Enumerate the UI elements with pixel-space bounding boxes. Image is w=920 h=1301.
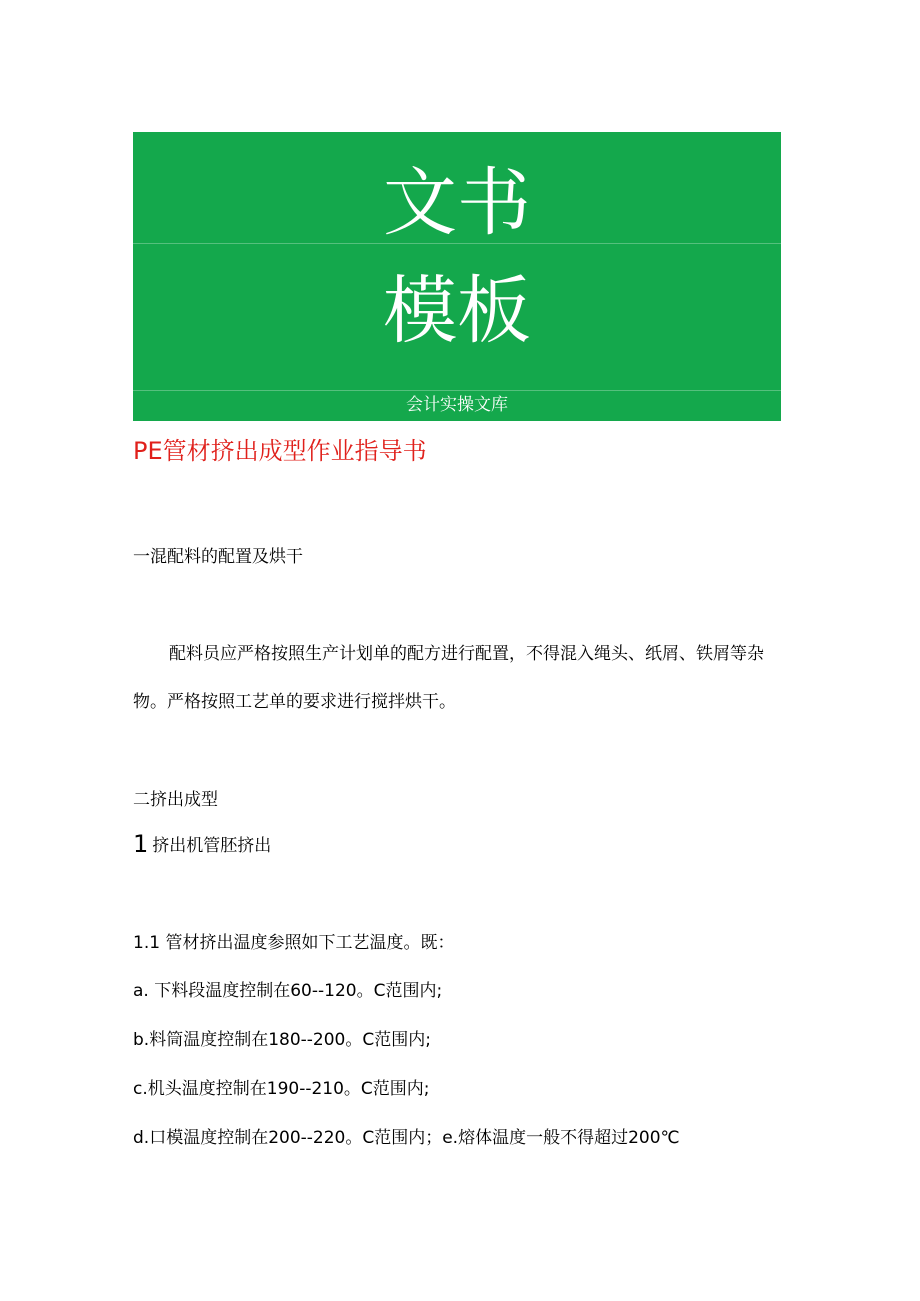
section-heading-1: 一混配料的配置及烘干 (133, 547, 303, 567)
list-item-a: a. 下料段温度控制在60--120。C范围内; (133, 981, 443, 1001)
banner-title-line2: 模板 (383, 268, 531, 354)
section-heading-2: 二挤出成型 (133, 790, 218, 810)
subsection-heading-1 (133, 832, 271, 858)
banner-title-line1: 文书 (383, 160, 531, 246)
list-item-b: b.料筒温度控制在180--200。C范围内; (133, 1030, 431, 1050)
banner-subtitle: 会计实操文库 (406, 395, 508, 415)
banner-divider (133, 390, 781, 391)
document-title: PE管材挤出成型作业指导书 (133, 437, 427, 465)
subsection-text: 挤出机管胚挤出 (152, 836, 272, 856)
section-paragraph-1: 配料员应严格按照生产计划单的配方进行配置，不得混入绳头、纸屑、铁屑等杂物。严格按照工艺单的要求进行搅拌烘干。 (133, 644, 764, 712)
list-item-1-1: 1.1 管材挤出温度参照如下工艺温度。既： (133, 933, 455, 953)
list-item-c: c.机头温度控制在190--210。C范围内; (133, 1079, 430, 1099)
cover-banner (133, 132, 781, 421)
list-item-d: d.口模温度控制在200--220。C范围内；e.熔体温度一般不得超过200℃ (133, 1128, 680, 1148)
subsection-number: 1 (133, 830, 149, 858)
